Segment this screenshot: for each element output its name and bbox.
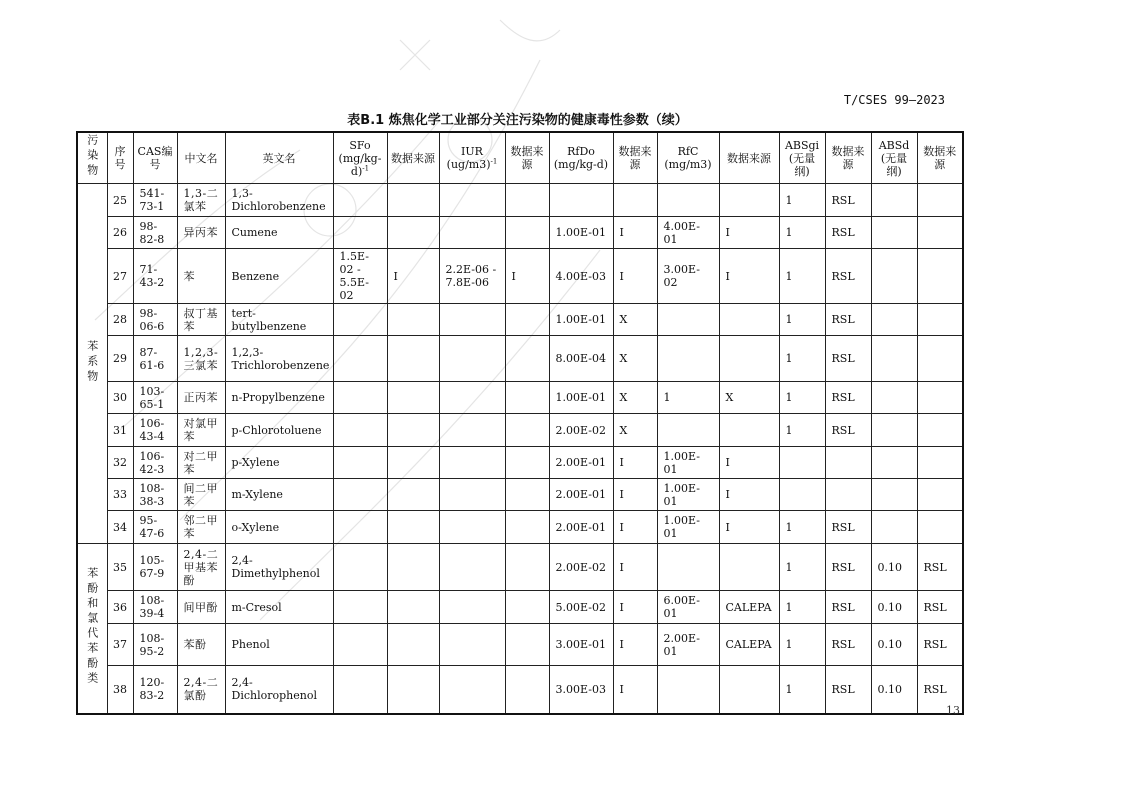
cell-absgi-source: RSL — [825, 336, 871, 382]
cell-rfdo-source: X — [613, 382, 657, 414]
cell-absgi: 1 — [779, 249, 825, 304]
col-rfdo: RfDo (mg/kg-d) — [549, 132, 613, 184]
cell-en-name: Phenol — [225, 624, 333, 666]
cell-iur-source — [505, 447, 549, 479]
table-row — [77, 304, 963, 336]
cell-cn-name: 苯 — [177, 249, 225, 304]
cell-en-name: 1,3-Dichlorobenzene — [225, 184, 333, 217]
cell-absgi-source — [825, 447, 871, 479]
cell-iur — [439, 479, 505, 511]
cell-iur-source — [505, 184, 549, 217]
cell-rfdo-source: I — [613, 591, 657, 624]
cell-cas: 108-95-2 — [133, 624, 177, 666]
cell-rfc: 1.00E-01 — [657, 511, 719, 544]
cell-iur-source — [505, 624, 549, 666]
cell-absgi — [779, 479, 825, 511]
cell-sfo — [333, 336, 387, 382]
col-cas: CAS编号 — [133, 132, 177, 184]
cell-rfdo-source: X — [613, 414, 657, 447]
cell-iur — [439, 184, 505, 217]
cell-absgi: 1 — [779, 304, 825, 336]
cell-rfdo-source: X — [613, 304, 657, 336]
cell-sfo — [333, 304, 387, 336]
cell-iur — [439, 414, 505, 447]
cell-absd: 0.10 — [871, 591, 917, 624]
cell-cas: 95-47-6 — [133, 511, 177, 544]
cell-absgi-source: RSL — [825, 591, 871, 624]
table-row — [77, 447, 963, 479]
cell-en-name: 1,2,3-Trichlorobenzene — [225, 336, 333, 382]
cell-iur-source — [505, 304, 549, 336]
cell-cn-name: 叔丁基苯 — [177, 304, 225, 336]
cell-absd-source — [917, 304, 963, 336]
table-title: 表B.1 炼焦化学工业部分关注污染物的健康毒性参数（续） — [347, 113, 688, 128]
cell-sfo-source — [387, 624, 439, 666]
cell-absd — [871, 447, 917, 479]
cell-iur — [439, 304, 505, 336]
cell-sfo — [333, 511, 387, 544]
cell-rfc-source — [719, 304, 779, 336]
cell-absd-source — [917, 479, 963, 511]
cell-rfdo: 8.00E-04 — [549, 336, 613, 382]
cell-iur — [439, 591, 505, 624]
col-seq: 序号 — [107, 132, 133, 184]
cell-iur — [439, 382, 505, 414]
cell-absgi: 1 — [779, 414, 825, 447]
cell-cn-name: 2,4-二甲基苯酚 — [177, 544, 225, 591]
cell-en-name: o-Xylene — [225, 511, 333, 544]
cell-absd-source: RSL — [917, 666, 963, 714]
cell-cn-name: 对二甲苯 — [177, 447, 225, 479]
cell-absgi: 1 — [779, 666, 825, 714]
cell-absgi: 1 — [779, 184, 825, 217]
table-row — [77, 382, 963, 414]
cell-absgi-source: RSL — [825, 249, 871, 304]
cell-absd — [871, 217, 917, 249]
cell-sfo-source — [387, 217, 439, 249]
cell-iur-source — [505, 336, 549, 382]
cell-sfo-source — [387, 336, 439, 382]
cell-seq: 29 — [107, 336, 133, 382]
cell-seq: 37 — [107, 624, 133, 666]
cell-cn-name: 间甲酚 — [177, 591, 225, 624]
cell-seq: 38 — [107, 666, 133, 714]
cell-rfc — [657, 184, 719, 217]
cell-sfo — [333, 414, 387, 447]
col-category: 污染物 — [77, 132, 107, 184]
cell-rfdo: 4.00E-03 — [549, 249, 613, 304]
cell-cn-name: 对氯甲苯 — [177, 414, 225, 447]
cell-rfdo-source: I — [613, 479, 657, 511]
table-row — [77, 591, 963, 624]
cell-absd-source: RSL — [917, 624, 963, 666]
cell-rfdo: 1.00E-01 — [549, 304, 613, 336]
cell-absd-source — [917, 249, 963, 304]
cell-absd: 0.10 — [871, 624, 917, 666]
cell-sfo-source — [387, 479, 439, 511]
cell-seq: 27 — [107, 249, 133, 304]
cell-sfo-source — [387, 666, 439, 714]
cell-en-name: 2,4-Dichlorophenol — [225, 666, 333, 714]
col-sfo-source: 数据来源 — [387, 132, 439, 184]
cell-absd — [871, 511, 917, 544]
cell-iur-source — [505, 511, 549, 544]
cell-absd-source — [917, 511, 963, 544]
cell-rfc: 1.00E-01 — [657, 447, 719, 479]
cell-iur-source — [505, 217, 549, 249]
cell-absd — [871, 414, 917, 447]
cell-sfo — [333, 666, 387, 714]
cell-en-name: Benzene — [225, 249, 333, 304]
cell-rfc-source: I — [719, 447, 779, 479]
table-row — [77, 479, 963, 511]
cell-rfc-source — [719, 414, 779, 447]
cell-absgi: 1 — [779, 624, 825, 666]
cell-cas: 71-43-2 — [133, 249, 177, 304]
cell-absd: 0.10 — [871, 544, 917, 591]
cell-cas: 103-65-1 — [133, 382, 177, 414]
cell-rfc: 3.00E-02 — [657, 249, 719, 304]
table-body — [77, 184, 963, 714]
cell-sfo-source — [387, 544, 439, 591]
cell-absgi-source — [825, 479, 871, 511]
cell-rfdo: 3.00E-01 — [549, 624, 613, 666]
cell-sfo — [333, 624, 387, 666]
cell-absd-source — [917, 336, 963, 382]
cell-absd — [871, 382, 917, 414]
cell-iur-source — [505, 544, 549, 591]
cell-rfc: 1 — [657, 382, 719, 414]
cell-seq: 28 — [107, 304, 133, 336]
cell-sfo-source — [387, 511, 439, 544]
cell-sfo-source — [387, 382, 439, 414]
cell-cas: 105-67-9 — [133, 544, 177, 591]
cell-iur-source — [505, 591, 549, 624]
cell-absd — [871, 249, 917, 304]
cell-rfdo-source: I — [613, 624, 657, 666]
cell-en-name: p-Chlorotoluene — [225, 414, 333, 447]
cell-iur — [439, 217, 505, 249]
cell-rfc-source: I — [719, 249, 779, 304]
cell-seq: 36 — [107, 591, 133, 624]
cell-en-name: m-Xylene — [225, 479, 333, 511]
cell-sfo — [333, 591, 387, 624]
cell-absgi: 1 — [779, 511, 825, 544]
cell-rfdo: 2.00E-01 — [549, 447, 613, 479]
cell-absgi: 1 — [779, 217, 825, 249]
cell-rfdo-source: I — [613, 666, 657, 714]
standard-code: T/CSES 99—2023 — [843, 93, 945, 107]
cell-rfdo: 2.00E-02 — [549, 414, 613, 447]
cell-rfc-source — [719, 666, 779, 714]
cell-seq: 34 — [107, 511, 133, 544]
cell-rfdo: 2.00E-02 — [549, 544, 613, 591]
col-en-name: 英文名 — [225, 132, 333, 184]
cell-rfdo-source: X — [613, 336, 657, 382]
col-sfo: SFo $(mg/kg-d)^{-1}$ — [333, 132, 387, 184]
cell-sfo-source — [387, 591, 439, 624]
cell-absgi: 1 — [779, 591, 825, 624]
cell-rfc-source: I — [719, 217, 779, 249]
cell-en-name: tert-butylbenzene — [225, 304, 333, 336]
cell-rfc: 4.00E-01 — [657, 217, 719, 249]
cell-sfo — [333, 382, 387, 414]
cell-cas: 108-39-4 — [133, 591, 177, 624]
cell-absgi-source: RSL — [825, 304, 871, 336]
cell-rfc: 6.00E-01 — [657, 591, 719, 624]
cell-absd-source — [917, 447, 963, 479]
page-number: 13 — [946, 704, 960, 717]
cell-sfo: 1.5E-02 - 5.5E-02 — [333, 249, 387, 304]
table-row — [77, 414, 963, 447]
cell-absgi-source: RSL — [825, 544, 871, 591]
cell-iur-source: I — [505, 249, 549, 304]
cell-rfc-source — [719, 184, 779, 217]
col-iur: IUR $(ug/m3)^{-1}$ — [439, 132, 505, 184]
col-absd-source: 数据来源 — [917, 132, 963, 184]
cell-absgi-source: RSL — [825, 511, 871, 544]
cell-seq: 26 — [107, 217, 133, 249]
cell-iur — [439, 666, 505, 714]
cell-rfc-source — [719, 336, 779, 382]
cell-absgi — [779, 447, 825, 479]
cell-absd-source: RSL — [917, 591, 963, 624]
cell-cn-name: 苯酚 — [177, 624, 225, 666]
cell-iur-source — [505, 479, 549, 511]
cell-cas: 541-73-1 — [133, 184, 177, 217]
cell-absd — [871, 336, 917, 382]
col-cn-name: 中文名 — [177, 132, 225, 184]
col-absd: ABSd (无量纲) — [871, 132, 917, 184]
cell-cn-name: 间二甲苯 — [177, 479, 225, 511]
cell-iur: 2.2E-06 - 7.8E-06 — [439, 249, 505, 304]
cell-rfdo: 3.00E-03 — [549, 666, 613, 714]
cell-rfdo — [549, 184, 613, 217]
table-row — [77, 544, 963, 591]
cell-rfc — [657, 336, 719, 382]
cell-sfo — [333, 184, 387, 217]
cell-rfdo: 2.00E-01 — [549, 479, 613, 511]
cell-absgi-source: RSL — [825, 414, 871, 447]
table-row — [77, 624, 963, 666]
cell-absgi: 1 — [779, 544, 825, 591]
col-rfdo-source: 数据来源 — [613, 132, 657, 184]
category-cell: 苯酚和氯代苯酚类 — [77, 544, 107, 714]
cell-rfdo: 2.00E-01 — [549, 511, 613, 544]
cell-rfdo-source: I — [613, 249, 657, 304]
cell-rfc-source: CALEPA — [719, 624, 779, 666]
col-iur-source: 数据来源 — [505, 132, 549, 184]
cell-rfc-source: I — [719, 511, 779, 544]
cell-rfc: 1.00E-01 — [657, 479, 719, 511]
cell-iur-source — [505, 414, 549, 447]
cell-iur — [439, 624, 505, 666]
col-absgi-source: 数据来源 — [825, 132, 871, 184]
cell-seq: 35 — [107, 544, 133, 591]
cell-absgi-source: RSL — [825, 217, 871, 249]
cell-rfc-source — [719, 544, 779, 591]
cell-cas: 120-83-2 — [133, 666, 177, 714]
cell-seq: 25 — [107, 184, 133, 217]
cell-sfo-source — [387, 414, 439, 447]
cell-seq: 32 — [107, 447, 133, 479]
cell-rfc — [657, 304, 719, 336]
table-header-row — [77, 132, 963, 184]
cell-absd-source — [917, 184, 963, 217]
cell-cas: 106-43-4 — [133, 414, 177, 447]
cell-rfc-source: X — [719, 382, 779, 414]
cell-en-name: p-Xylene — [225, 447, 333, 479]
cell-rfc-source: I — [719, 479, 779, 511]
cell-rfdo-source: I — [613, 544, 657, 591]
cell-iur-source — [505, 666, 549, 714]
cell-sfo — [333, 447, 387, 479]
cell-cas: 87-61-6 — [133, 336, 177, 382]
cell-absgi: 1 — [779, 336, 825, 382]
table-row — [77, 184, 963, 217]
cell-sfo — [333, 544, 387, 591]
category-cell: 苯系物 — [77, 184, 107, 544]
cell-sfo — [333, 217, 387, 249]
cell-sfo-source: I — [387, 249, 439, 304]
cell-rfc-source: CALEPA — [719, 591, 779, 624]
cell-cn-name: 邻二甲苯 — [177, 511, 225, 544]
cell-sfo-source — [387, 184, 439, 217]
cell-iur — [439, 511, 505, 544]
cell-sfo — [333, 479, 387, 511]
cell-absd-source — [917, 382, 963, 414]
cell-absd-source — [917, 414, 963, 447]
cell-absd — [871, 479, 917, 511]
cell-cas: 98-82-8 — [133, 217, 177, 249]
cell-seq: 30 — [107, 382, 133, 414]
cell-cn-name: 正丙苯 — [177, 382, 225, 414]
cell-en-name: m-Cresol — [225, 591, 333, 624]
cell-absd — [871, 184, 917, 217]
cell-seq: 33 — [107, 479, 133, 511]
cell-absgi-source: RSL — [825, 624, 871, 666]
cell-cas: 108-38-3 — [133, 479, 177, 511]
cell-iur-source — [505, 382, 549, 414]
cell-seq: 31 — [107, 414, 133, 447]
cell-rfdo-source: I — [613, 447, 657, 479]
cell-iur — [439, 544, 505, 591]
cell-absd-source: RSL — [917, 544, 963, 591]
col-absgi: ABSgi (无量纲) — [779, 132, 825, 184]
cell-en-name: Cumene — [225, 217, 333, 249]
cell-rfdo: 1.00E-01 — [549, 217, 613, 249]
table-row — [77, 666, 963, 714]
cell-absgi: 1 — [779, 382, 825, 414]
cell-rfc — [657, 544, 719, 591]
cell-absgi-source: RSL — [825, 382, 871, 414]
cell-sfo-source — [387, 304, 439, 336]
table-row — [77, 217, 963, 249]
cell-cn-name: 2,4-二氯酚 — [177, 666, 225, 714]
cell-en-name: n-Propylbenzene — [225, 382, 333, 414]
cell-iur — [439, 447, 505, 479]
table-row — [77, 511, 963, 544]
cell-rfdo-source: I — [613, 217, 657, 249]
table-row — [77, 249, 963, 304]
cell-rfdo: 5.00E-02 — [549, 591, 613, 624]
cell-sfo-source — [387, 447, 439, 479]
cell-absd — [871, 304, 917, 336]
cell-iur — [439, 336, 505, 382]
cell-absd-source — [917, 217, 963, 249]
cell-cas: 98-06-6 — [133, 304, 177, 336]
cell-rfdo-source: I — [613, 511, 657, 544]
cell-absd: 0.10 — [871, 666, 917, 714]
cell-rfdo: 1.00E-01 — [549, 382, 613, 414]
cell-rfc — [657, 414, 719, 447]
cell-cas: 106-42-3 — [133, 447, 177, 479]
cell-absgi-source: RSL — [825, 184, 871, 217]
cell-cn-name: 异丙苯 — [177, 217, 225, 249]
cell-cn-name: 1,3-二氯苯 — [177, 184, 225, 217]
table-row — [77, 336, 963, 382]
cell-en-name: 2,4-Dimethylphenol — [225, 544, 333, 591]
cell-cn-name: 1,2,3-三氯苯 — [177, 336, 225, 382]
cell-rfc — [657, 666, 719, 714]
cell-rfdo-source — [613, 184, 657, 217]
col-rfc-source: 数据来源 — [719, 132, 779, 184]
cell-rfc: 2.00E-01 — [657, 624, 719, 666]
toxicity-parameters-table — [76, 131, 964, 715]
col-rfc: RfC (mg/m3) — [657, 132, 719, 184]
cell-absgi-source: RSL — [825, 666, 871, 714]
